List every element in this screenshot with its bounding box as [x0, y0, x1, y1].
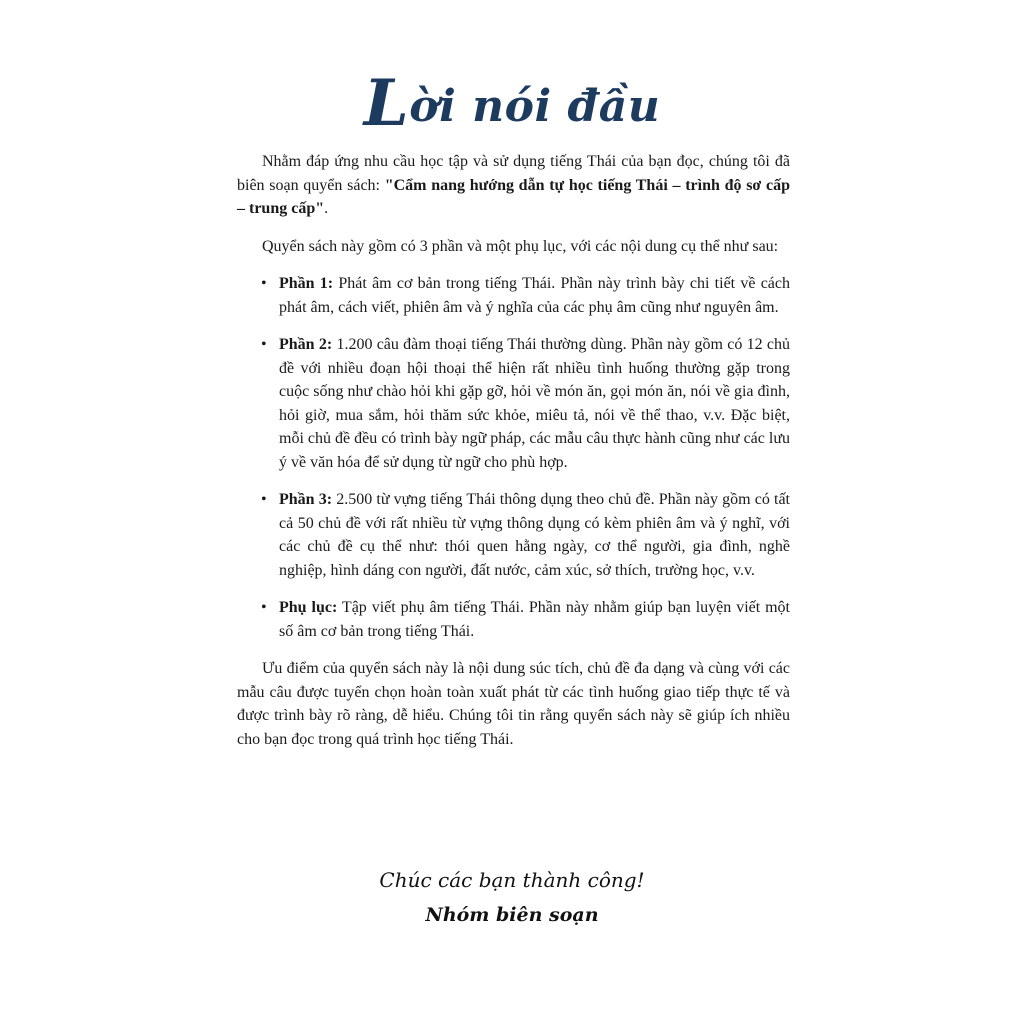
- intro-paragraph-1: [237, 150, 790, 221]
- list-item-part-2: [261, 333, 790, 474]
- bullet-icon: •: [261, 491, 267, 508]
- section-label: Phần 1:: [279, 275, 334, 292]
- section-label: Phụ lục:: [279, 599, 338, 616]
- bullet-icon: •: [261, 336, 267, 353]
- signature: Nhóm biên soạn: [425, 904, 599, 926]
- page-title: [0, 66, 1024, 141]
- list-item-part-3: [261, 488, 790, 582]
- section-label: Phần 3:: [279, 491, 333, 508]
- section-text: 2.500 từ vựng tiếng Thái thông dụng theo chủ đề. Phần này gồm có tất cả 50 chủ đề với rất nhiều từ vựng thông dụng có kèm phiên âm và ý nghĩ, với các chủ đề cụ thể như: thói quen hằng ngày, cơ thể người, gia đình, nghề nghiệp, hình dáng con người, đất nước, cảm xúc, sở thích, trường học, v.v.: [279, 491, 790, 579]
- section-text: 1.200 câu đàm thoại tiếng Thái thường dùng. Phần này gồm có 12 chủ đề với nhiều đoạn hội thoại thể hiện rất nhiều tình huống thường gặp trong cuộc sống như chào hỏi khi gặp gỡ, hỏi về món ăn, gọi món ăn, nói về gia đình, hỏi giờ, mua sắm, hỏi thăm sức khỏe, miêu tả, nói về thể thao, v.v. Đặc biệt, mỗi chủ đề đều có trình bày ngữ pháp, các mẫu câu thực hành cũng như các lưu ý về văn hóa để sử dụng từ ngữ cho phù hợp.: [279, 336, 790, 471]
- intro-text: Nhằm đáp ứng nhu cầu học tập và sử dụng tiếng Thái của bạn đọc, chúng tôi đã biên soạn quyển sách:: [237, 153, 790, 194]
- title-rest: ời nói đầu: [409, 81, 661, 132]
- book-title-quote: "Cẩm nang hướng dẫn tự học tiếng Thái – trình độ sơ cấp – trung cấp": [237, 176, 790, 217]
- intro-paragraph-2: Quyển sách này gồm có 3 phần và một phụ lục, với các nội dung cụ thể như sau:: [262, 237, 779, 255]
- title-initial: L: [363, 66, 410, 141]
- section-list: [237, 272, 790, 643]
- intro-end: .: [324, 200, 329, 217]
- preface-body: [237, 150, 790, 765]
- closing-wish: Chúc các bạn thành công!: [379, 868, 645, 892]
- list-item-appendix: [261, 596, 790, 643]
- section-text: Tập viết phụ âm tiếng Thái. Phần này nhằm giúp bạn luyện viết một số âm cơ bản trong tiếng Thái.: [279, 599, 791, 640]
- bullet-icon: •: [261, 599, 267, 616]
- conclusion-paragraph: Ưu điểm của quyển sách này là nội dung súc tích, chủ đề đa dạng và cùng với các mẫu câu được tuyển chọn hoàn toàn xuất phát từ các tình huống giao tiếp thực tế và được trình bày rõ ràng, dễ hiểu. Chúng tôi tin rằng quyển sách này sẽ giúp ích nhiều cho bạn đọc trong quá trình học tiếng Thái.: [237, 660, 790, 748]
- section-text: Phát âm cơ bản trong tiếng Thái. Phần này trình bày chi tiết về cách phát âm, cách viết, phiên âm và ý nghĩa của các phụ âm cũng như nguyên âm.: [279, 275, 790, 316]
- section-label: Phần 2:: [279, 336, 333, 353]
- bullet-icon: •: [261, 275, 267, 292]
- list-item-part-1: [261, 272, 790, 319]
